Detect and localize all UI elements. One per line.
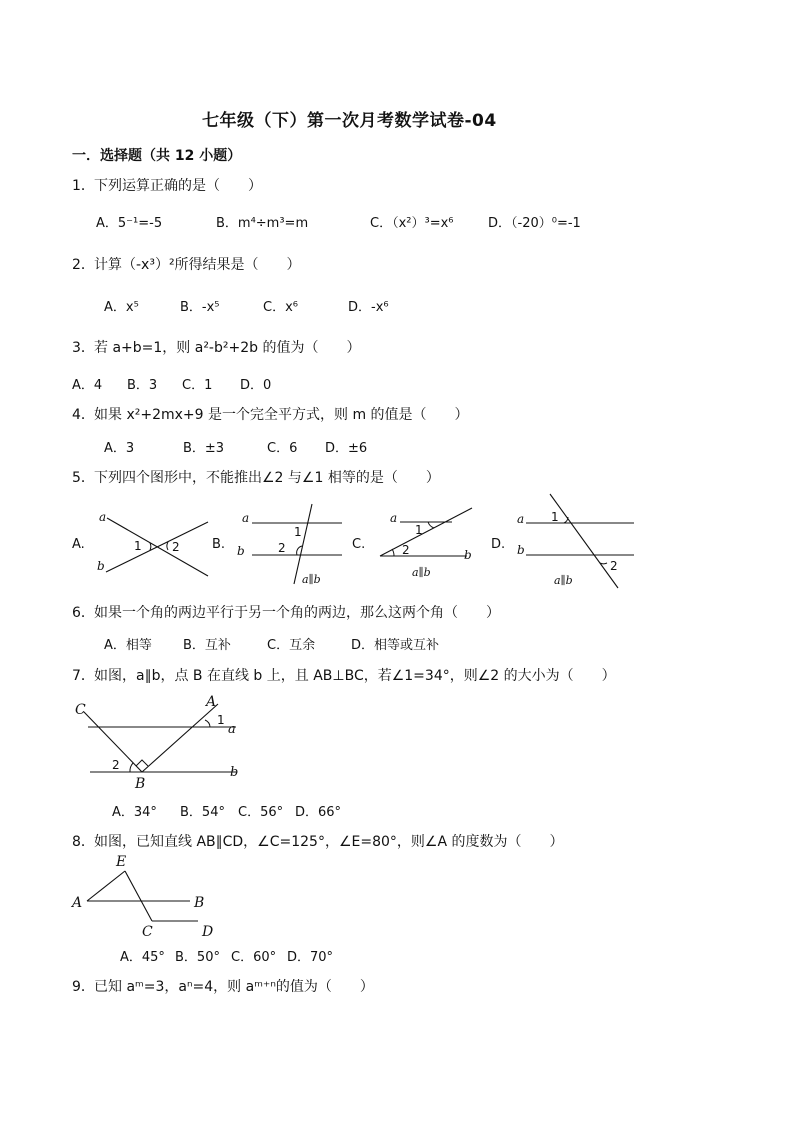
label-b: b (517, 543, 525, 557)
question-7 (72, 665, 616, 685)
q2-option-d[interactable]: D．-x⁶ (348, 300, 389, 315)
q5-option-d[interactable]: D. (491, 537, 506, 552)
parallel-label: a∥b (554, 574, 573, 587)
label-a: a (390, 511, 398, 525)
question-5 (72, 467, 440, 487)
q8-figure (70, 852, 230, 942)
angle-2-arc (392, 549, 394, 556)
q2-option-a[interactable]: A．x⁵ (104, 300, 139, 315)
label-C: C (142, 924, 153, 940)
label-1: 1 (134, 539, 142, 553)
question-number: 2． (72, 257, 95, 273)
q8-option-d[interactable]: D．70° (287, 950, 334, 965)
label-D: D (202, 924, 214, 940)
angle-1-arc (205, 720, 210, 727)
question-2 (72, 254, 301, 274)
label-E: E (116, 854, 127, 870)
q8-option-b[interactable]: B．50° (175, 950, 220, 965)
label-a: a (228, 722, 236, 737)
segment-ec (125, 871, 152, 921)
q7-option-d[interactable]: D．66° (295, 805, 342, 820)
label-1: 1 (217, 713, 225, 727)
page-title: 七年级（下）第一次月考数学试卷-04 (202, 111, 497, 131)
q5-figure-d (512, 492, 640, 592)
question-text: 计算（-x³）²所得结果是（ ） (94, 257, 301, 273)
q4-option-c[interactable]: C．6 (267, 441, 298, 456)
label-a: a (99, 510, 107, 524)
label-b: b (97, 559, 105, 573)
question-number: 8． (72, 834, 95, 850)
question-1 (72, 175, 262, 195)
q7-figure (70, 692, 250, 792)
label-B: B (135, 776, 146, 792)
q7-option-b[interactable]: B．54° (180, 805, 225, 820)
label-1: 1 (415, 523, 423, 537)
angle-1-arc (428, 522, 434, 528)
question-number: 9． (72, 979, 95, 995)
q3-option-c[interactable]: C．1 (182, 378, 213, 393)
label-a: a (517, 512, 525, 526)
right-angle-mark (136, 760, 148, 766)
q6-option-b[interactable]: B．互补 (183, 638, 231, 653)
label-2: 2 (610, 559, 618, 573)
question-number: 7． (72, 668, 95, 684)
q8-option-a[interactable]: A．45° (120, 950, 165, 965)
angle-2-arc (167, 542, 168, 550)
question-number: 1． (72, 178, 95, 194)
q7-option-a[interactable]: A．34° (112, 805, 157, 820)
question-text: 如图，a∥b，点 B 在直线 b 上，且 AB⊥BC，若∠1=34°，则∠2 的大小为（ ） (94, 668, 616, 684)
question-3 (72, 337, 360, 357)
question-8 (72, 831, 563, 851)
label-1: 1 (551, 510, 559, 524)
q8-option-c[interactable]: C．60° (231, 950, 277, 965)
label-A: A (206, 694, 217, 710)
label-B: B (194, 895, 205, 911)
label-2: 2 (278, 541, 286, 555)
label-a: a (242, 511, 250, 525)
angle-2-arc (130, 763, 133, 772)
q5-option-b[interactable]: B. (212, 537, 226, 552)
q6-option-d[interactable]: D．相等或互补 (351, 638, 440, 653)
q2-option-b[interactable]: B．-x⁵ (180, 300, 220, 315)
transversal (294, 504, 312, 584)
label-b: b (230, 765, 239, 780)
question-text: 如图，已知直线 AB∥CD，∠C=125°，∠E=80°，则∠A 的度数为（ ） (94, 834, 564, 850)
q4-option-a[interactable]: A．3 (104, 441, 135, 456)
q3-option-d[interactable]: D．0 (240, 378, 272, 393)
label-C: C (75, 702, 86, 718)
q1-option-b[interactable]: B．m⁴÷m³=m (216, 216, 309, 231)
q5-figure-a (92, 504, 214, 582)
question-number: 3． (72, 340, 95, 356)
parallel-label: a∥b (302, 573, 321, 586)
q5-figure-c (372, 504, 480, 586)
q5-figure-b (234, 502, 346, 590)
q1-option-d[interactable]: D．（-20）⁰=-1 (488, 216, 581, 231)
angle-1-arc (150, 543, 151, 550)
angle-2-arc (600, 563, 607, 564)
segment-ba (142, 704, 218, 772)
q1-option-a[interactable]: A．5⁻¹=-5 (96, 216, 163, 231)
line-b (106, 522, 208, 572)
q4-option-d[interactable]: D．±6 (325, 441, 368, 456)
q6-option-c[interactable]: C．互余 (267, 638, 316, 653)
label-b: b (237, 544, 245, 558)
label-2: 2 (112, 758, 120, 772)
question-text: 如果 x²+2mx+9 是一个完全平方式，则 m 的值是（ ） (94, 407, 469, 423)
question-text: 若 a+b=1，则 a²-b²+2b 的值为（ ） (94, 340, 361, 356)
q5-option-c[interactable]: C. (352, 537, 366, 552)
question-text: 下列四个图形中，不能推出∠2 与∠1 相等的是（ ） (94, 470, 440, 486)
q5-option-a[interactable]: A. (72, 537, 85, 552)
q2-option-c[interactable]: C．x⁶ (263, 300, 298, 315)
section-heading: 一．选择题（共 12 小题） (72, 148, 242, 164)
q4-option-b[interactable]: B．±3 (183, 441, 225, 456)
label-2: 2 (402, 543, 410, 557)
label-1: 1 (294, 525, 302, 539)
q1-option-c[interactable]: C．（x²）³=x⁶ (370, 216, 454, 231)
label-A: A (72, 895, 83, 911)
question-6 (72, 602, 500, 622)
q3-option-a[interactable]: A．4 (72, 378, 103, 393)
q7-option-c[interactable]: C．56° (238, 805, 284, 820)
question-4 (72, 404, 469, 424)
segment-ae (87, 871, 125, 901)
question-number: 6． (72, 605, 95, 621)
question-9 (72, 976, 374, 996)
question-text: 如果一个角的两边平行于另一个角的两边，那么这两个角（ ） (94, 605, 500, 621)
parallel-label: a∥b (412, 566, 431, 579)
question-text: 已知 aᵐ=3，aⁿ=4，则 aᵐ⁺ⁿ的值为（ ） (94, 979, 374, 995)
question-number: 5． (72, 470, 95, 486)
q3-option-b[interactable]: B．3 (127, 378, 158, 393)
question-number: 4． (72, 407, 95, 423)
label-2: 2 (172, 540, 180, 554)
q6-option-a[interactable]: A．相等 (104, 638, 152, 653)
label-b: b (464, 548, 472, 562)
question-text: 下列运算正确的是（ ） (94, 178, 262, 194)
